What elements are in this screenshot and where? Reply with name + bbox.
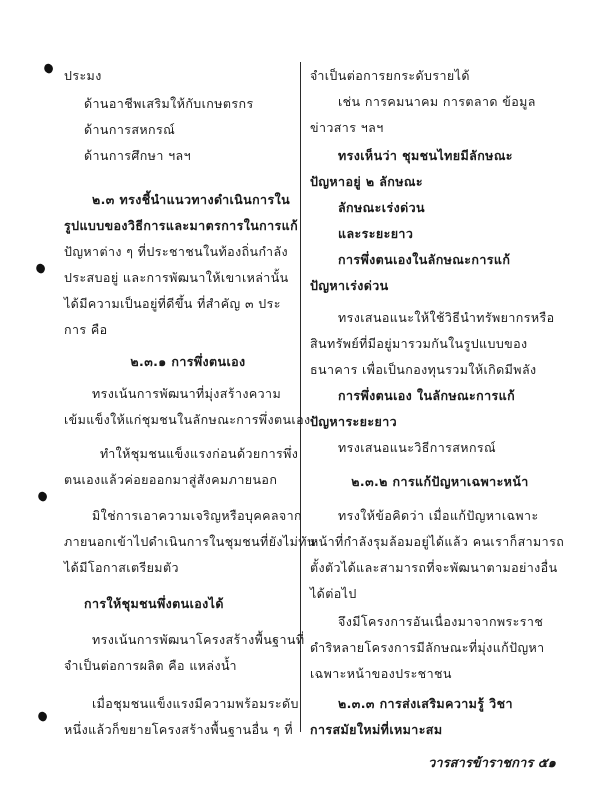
bullet-mark xyxy=(35,263,47,275)
bold-statement: ทรงเห็นว่า ชุมชนไทยมีลักษณะ xyxy=(338,148,513,163)
text-line: สินทรัพย์ที่มีอยู่มารวมกันในรูปแบบของ xyxy=(310,336,528,351)
bullet-mark xyxy=(37,491,49,503)
text-line: ตนเองแล้วค่อยออกมาสู่สังคมภายนอก xyxy=(64,472,278,487)
text-line: ทำให้ชุมชนแข็งแรงก่อนด้วยการพึ่ง xyxy=(100,446,299,461)
text-line: ประมง xyxy=(64,68,102,83)
text-line: ทรงเน้นการพัฒนาที่มุ่งสร้างความ xyxy=(92,386,282,401)
text-line: ทรงเสนอแนะให้ใช้วิธีนำทรัพยากรหรือ xyxy=(338,310,555,325)
bold-heading: การพึ่งตนเองในลักษณะการแก้ xyxy=(338,252,511,267)
text-line: ภายนอกเข้าไปดำเนินการในชุมชนที่ยังไม่ทัน xyxy=(64,534,316,549)
text-line: เมื่อชุมชนแข็งแรงมีความพร้อมระดับ xyxy=(92,696,299,711)
text-line: เข้มแข็งให้แก่ชุมชนในลักษณะการพึ่งตนเอง xyxy=(64,412,311,427)
bold-heading: การพึ่งตนเอง ในลักษณะการแก้ xyxy=(338,388,516,403)
section-paragraph: ๒.๓ ทรงชี้นำแนวทางดำเนินการใน xyxy=(92,192,291,207)
bold-statement: ปัญหาอยู่ ๒ ลักษณะ xyxy=(310,174,423,189)
text-line: เฉพาะหน้าของประชาชน xyxy=(310,666,452,681)
page-footer: วารสารข้าราชการ ๕๑ xyxy=(428,756,556,771)
bold-heading: ปัญหาระยะยาว xyxy=(310,414,398,429)
text-line: หน้าที่กำลังรุมล้อมอยู่ได้แล้ว คนเราก็สามารถ xyxy=(310,534,565,549)
text-line: ปัญหาต่าง ๆ ที่ประชาชนในท้องถิ่นกำลัง xyxy=(64,244,289,259)
text-line: ประสบอยู่ และการพัฒนาให้เขาเหล่านั้น xyxy=(64,270,289,285)
subsection-heading: ๒.๓.๒ การแก้ปัญหาเฉพาะหน้า xyxy=(351,474,529,489)
text-line: ได้ต่อไป xyxy=(310,586,357,601)
text-line: หนึ่งแล้วก็ขยายโครงสร้างพื้นฐานอื่น ๆ ที่ xyxy=(64,722,293,737)
text-line: ข่าวสาร ฯลฯ xyxy=(310,120,384,135)
bold-heading: การให้ชุมชนพึ่งตนเองได้ xyxy=(84,596,224,611)
bold-list-item: และระยะยาว xyxy=(338,226,414,241)
text-line: มิใช่การเอาความเจริญหรือบุคคลจาก xyxy=(92,508,303,523)
text-line: ทรงเน้นการพัฒนาโครงสร้างพื้นฐานที่ xyxy=(92,632,305,647)
list-item: ด้านอาชีพเสริมให้กับเกษตรกร xyxy=(84,96,254,111)
text-line: จำเป็นต่อการผลิต คือ แหล่งน้ำ xyxy=(64,658,237,673)
bullet-mark xyxy=(43,63,55,75)
subsection-heading: ๒.๓.๓ การส่งเสริมความรู้ วิชา xyxy=(338,696,513,711)
bold-heading: ปัญหาเร่งด่วน xyxy=(310,278,389,293)
text-line: การ คือ xyxy=(64,322,108,337)
list-item: ด้านการศึกษา ฯลฯ xyxy=(84,148,192,163)
subsection-heading: การสมัยใหม่ที่เหมาะสม xyxy=(310,722,443,737)
text-line: ได้มีโอกาสเตรียมตัว xyxy=(64,560,179,575)
bullet-mark xyxy=(37,711,49,723)
text-line: ทรงเสนอแนะวิธีการสหกรณ์ xyxy=(338,440,497,455)
text-line: จึงมีโครงการอันเนื่องมาจากพระราช xyxy=(338,614,544,629)
text-line: ตั้งตัวได้และสามารถที่จะพัฒนาตามอย่างอื่น xyxy=(310,560,558,575)
subsection-heading: ๒.๓.๑ การพึ่งตนเอง xyxy=(130,354,246,369)
section-paragraph: รูปแบบของวิธีการและมาตรการในการแก้ xyxy=(64,218,299,233)
bold-list-item: ลักษณะเร่งด่วน xyxy=(338,200,425,215)
text-line: ได้มีความเป็นอยู่ที่ดีขึ้น ที่สำคัญ ๓ ประ xyxy=(64,296,281,311)
text-line: เช่น การคมนาคม การตลาด ข้อมูล xyxy=(338,94,536,109)
text-line: ดำริหลายโครงการมีลักษณะที่มุ่งแก้ปัญหา xyxy=(310,640,545,655)
text-line: จำเป็นต่อการยกระดับรายได้ xyxy=(310,68,470,83)
list-item: ด้านการสหกรณ์ xyxy=(84,122,176,137)
text-line: ทรงให้ข้อคิดว่า เมื่อแก้ปัญหาเฉพาะ xyxy=(338,508,539,523)
text-line: ธนาคาร เพื่อเป็นกองทุนรวมให้เกิดมีพลัง xyxy=(310,362,537,377)
